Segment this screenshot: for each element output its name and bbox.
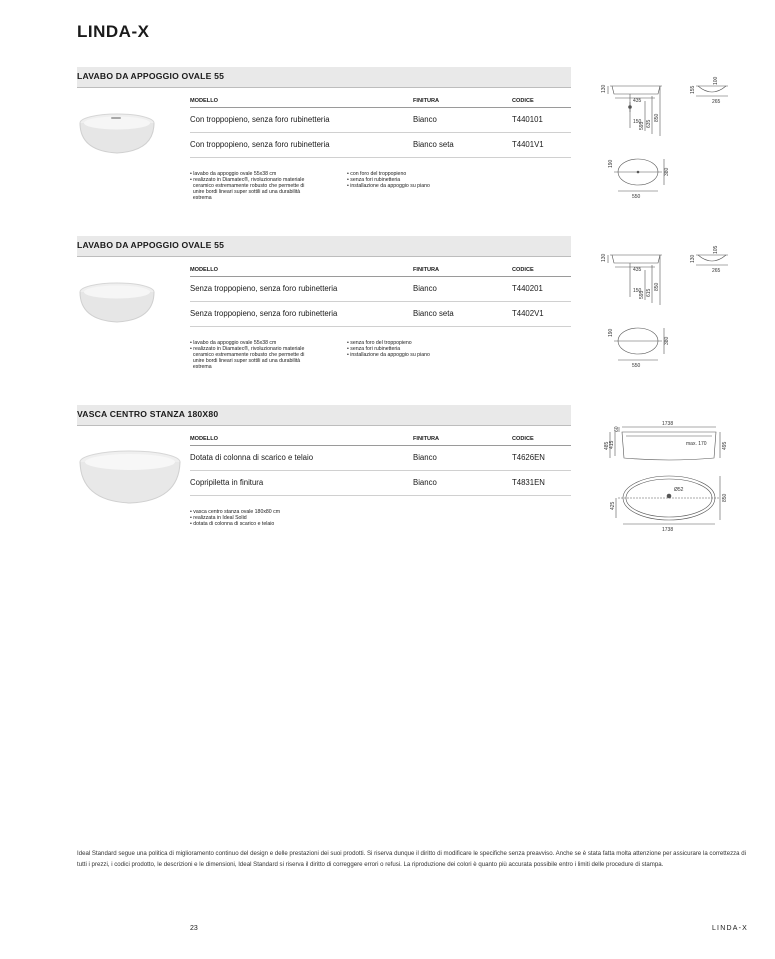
disclaimer-text: Ideal Standard segue una politica di miglioramento continuo del design e delle prestazioni dei suoi prodotti. Si riserva dunque il diritto di modificare le specifiche senza preavviso. Anche se è stata fatta molta attenzione per assicurare la correttezza di tutti i prezzi, i codici prodotto, le descrizioni e le dimensioni, Ideal Standard si riserva il diritto di correggere errori o refusi. La riproduzione dei colori è quanto più accurata possibile entro i limiti delle procedure di stampa. bbox=[77, 850, 746, 868]
page-title: LINDA-X bbox=[77, 22, 150, 41]
product-table bbox=[190, 262, 571, 327]
technical-drawing-2 bbox=[600, 245, 740, 375]
table-row: Dotata di colonna di scarico e telaio Bianco T4626EN bbox=[190, 446, 571, 471]
svg-text:60: 60 bbox=[614, 426, 620, 432]
technical-drawing-1 bbox=[600, 76, 740, 206]
svg-text:635: 635 bbox=[646, 119, 652, 128]
svg-text:485: 485 bbox=[604, 441, 610, 450]
table-header: MODELLO FINITURA CODICE bbox=[190, 431, 571, 446]
svg-text:425: 425 bbox=[610, 501, 616, 510]
svg-text:435: 435 bbox=[633, 267, 642, 273]
brand-footer: LINDA-X bbox=[711, 925, 748, 932]
page-number: 23 bbox=[190, 925, 198, 932]
table-row: Con troppopieno, senza foro rubinetteria Bianco T440101 bbox=[190, 108, 571, 133]
table-row: Senza troppopieno, senza foro rubinetteria Bianco seta T4402V1 bbox=[190, 302, 571, 327]
section-lavabo-2: LAVABO DA APPOGGIO OVALE 55 MODELLO FINITURA CODICE Senza troppopieno, senza foro rubinetteria Bianco T440201 Senza troppopieno, senza foro rubinetteria Bianco seta T4402V1 • lavabo da appoggio ovale 55x38 cm • realizzato in Diamatec®, rivoluzionario materiale ceramico estremamente robusto che permette di unire bordi lineari super sottili ad una durabilità estrema • senza foro del troppopieno • senza fori rubinetteria • installazione da appoggio su piano bbox=[77, 236, 571, 386]
basin-image bbox=[77, 280, 157, 330]
svg-text:265: 265 bbox=[712, 268, 721, 274]
header-modello: MODELLO bbox=[190, 98, 218, 104]
header-finitura: FINITURA bbox=[413, 98, 440, 104]
svg-text:850: 850 bbox=[654, 282, 660, 291]
section-vasca: VASCA CENTRO STANZA 180X80 MODELLO FINITURA CODICE Dotata di colonna di scarico e telaio Bianco T4626EN Copripiletta in finitura Bianco T4831EN • vasca centro stanza ovale 180x80 cm • realizzata in Ideal Solid • dotata di colonna di scarico e telaio bbox=[77, 405, 571, 545]
svg-text:415: 415 bbox=[609, 440, 615, 449]
table-header bbox=[190, 93, 571, 108]
svg-text:495: 495 bbox=[722, 441, 728, 450]
bathtub-image bbox=[77, 449, 183, 509]
product-table bbox=[190, 93, 571, 158]
svg-text:150: 150 bbox=[633, 119, 642, 125]
basin-image bbox=[77, 111, 157, 161]
section-heading: LAVABO DA APPOGGIO OVALE 55 bbox=[77, 236, 571, 257]
svg-text:550: 550 bbox=[632, 363, 641, 369]
svg-text:190: 190 bbox=[608, 328, 614, 337]
svg-text:435: 435 bbox=[633, 98, 642, 104]
svg-text:105: 105 bbox=[713, 245, 719, 254]
svg-text:595: 595 bbox=[639, 290, 645, 299]
svg-text:850: 850 bbox=[722, 493, 728, 502]
product-table bbox=[190, 431, 571, 496]
table-row: Copripiletta in finitura Bianco T4831EN bbox=[190, 471, 571, 496]
svg-text:190: 190 bbox=[608, 159, 614, 168]
table-row: Con troppopieno, senza foro rubinetteria Bianco seta T4401V1 bbox=[190, 133, 571, 158]
svg-text:155: 155 bbox=[690, 85, 696, 94]
svg-text:615: 615 bbox=[646, 288, 652, 297]
svg-text:max. 170: max. 170 bbox=[686, 441, 707, 447]
svg-text:130: 130 bbox=[690, 254, 696, 263]
svg-text:1738: 1738 bbox=[662, 527, 674, 533]
svg-text:130: 130 bbox=[601, 253, 607, 262]
svg-text:380: 380 bbox=[664, 167, 670, 176]
svg-text:150: 150 bbox=[633, 288, 642, 294]
svg-text:550: 550 bbox=[632, 194, 641, 200]
svg-text:380: 380 bbox=[664, 336, 670, 345]
table-row: Senza troppopieno, senza foro rubinetteria Bianco T440201 bbox=[190, 277, 571, 302]
section-heading: LAVABO DA APPOGGIO OVALE 55 bbox=[77, 67, 571, 88]
svg-text:265: 265 bbox=[712, 99, 721, 105]
svg-text:Ø52: Ø52 bbox=[674, 487, 684, 493]
svg-text:100: 100 bbox=[713, 76, 719, 85]
table-header: MODELLO FINITURA CODICE bbox=[190, 262, 571, 277]
header-codice: CODICE bbox=[512, 98, 534, 104]
technical-drawing-3 bbox=[604, 418, 744, 538]
svg-text:130: 130 bbox=[601, 84, 607, 93]
section-heading: VASCA CENTRO STANZA 180X80 bbox=[77, 405, 571, 426]
svg-text:1738: 1738 bbox=[662, 421, 674, 427]
svg-text:595: 595 bbox=[639, 121, 645, 130]
section-lavabo-1: LAVABO DA APPOGGIO OVALE 55 MODELLO FINITURA CODICE Con troppopieno, senza foro rubinetteria Bianco T440101 Con troppopieno, senza foro rubinetteria Bianco seta T4401V1 • lavabo da appoggio ovale 55x38 cm • realizzato in Diamatec®, rivoluzionario materiale ceramico estremamente robusto che permette di unire bordi lineari super sottili ad una durabilità estrema • con foro del troppopieno • senza fori rubinetteria • installazione da appoggio su piano bbox=[77, 67, 571, 217]
svg-text:850: 850 bbox=[654, 113, 660, 122]
